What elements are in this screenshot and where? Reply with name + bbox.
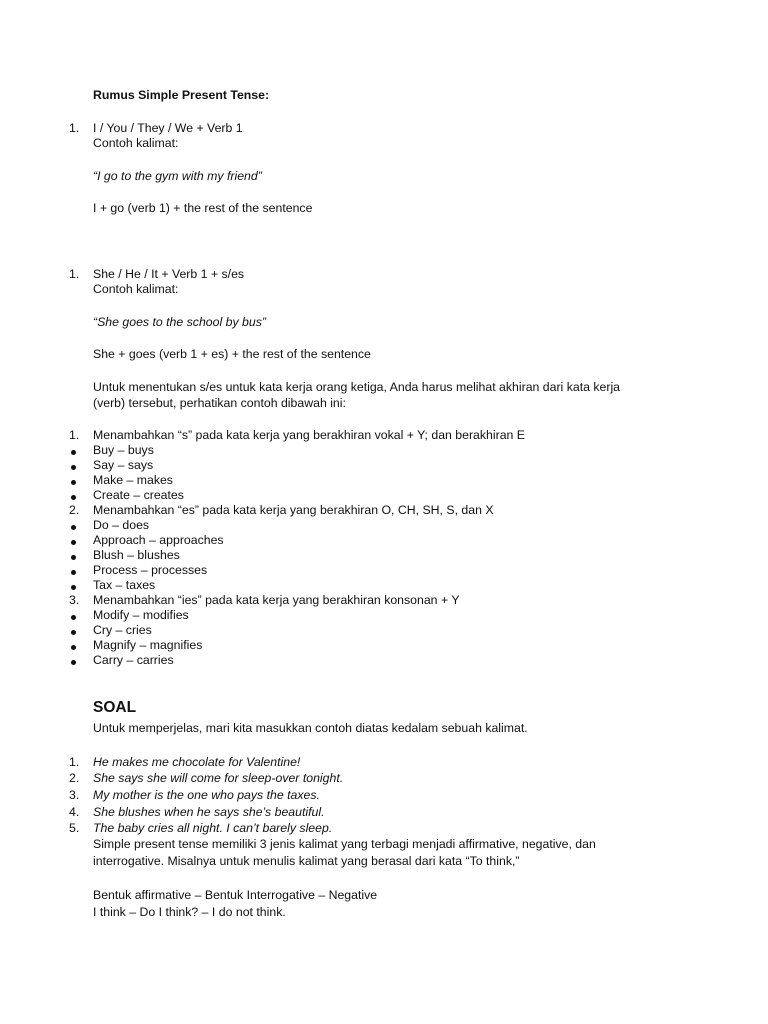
question-text: The baby cries all night. I can’t barely sleep. xyxy=(93,821,333,835)
forms-example: I think – Do I think? – I do not think. xyxy=(93,905,286,919)
soal-paragraph-line1: Simple present tense memiliki 3 jenis kalimat yang terbagi menjadi affirmative, negative, dan xyxy=(93,837,596,851)
section1-number: 1. xyxy=(69,121,80,135)
question-number: 4. xyxy=(69,805,80,819)
bullet-icon xyxy=(71,585,76,590)
bullet-icon xyxy=(71,540,76,545)
rule3-text: Menambahkan “ies” pada kata kerja yang berakhiran konsonan + Y xyxy=(93,593,460,607)
question-number: 3. xyxy=(69,788,80,802)
section1-example: “I go to the gym with my friend” xyxy=(93,169,262,183)
bullet-icon xyxy=(71,645,76,650)
section2-example: “She goes to the school by bus” xyxy=(93,315,266,329)
document-title: Rumus Simple Present Tense: xyxy=(93,88,270,102)
rule2-item: Do – does xyxy=(93,518,150,532)
bullet-icon xyxy=(71,495,76,500)
rule2-item: Process – processes xyxy=(93,563,208,577)
rule1-item: Say – says xyxy=(93,458,154,472)
soal-heading: SOAL xyxy=(93,699,137,716)
rule1-item: Make – makes xyxy=(93,473,173,487)
section2-contoh-label: Contoh kalimat: xyxy=(93,282,179,296)
bullet-icon xyxy=(71,570,76,575)
rule1-item: Create – creates xyxy=(93,488,184,502)
rule3-item: Carry – carries xyxy=(93,653,174,667)
section1-formula: I / You / They / We + Verb 1 xyxy=(93,121,243,135)
rule3-item: Magnify – magnifies xyxy=(93,638,203,652)
bullet-icon xyxy=(71,465,76,470)
bullet-icon xyxy=(71,480,76,485)
rule2-item: Approach – approaches xyxy=(93,533,224,547)
rule3-item: Cry – cries xyxy=(93,623,152,637)
question-text: She says she will come for sleep-over tonight. xyxy=(93,771,344,785)
rule1-text: Menambahkan “s” pada kata kerja yang berakhiran vokal + Y; dan berakhiran E xyxy=(93,428,526,442)
section2-breakdown: She + goes (verb 1 + es) + the rest of the sentence xyxy=(93,347,371,361)
question-text: My mother is the one who pays the taxes. xyxy=(93,788,320,802)
soal-intro: Untuk memperjelas, mari kita masukkan contoh diatas kedalam sebuah kalimat. xyxy=(93,721,528,735)
bullet-icon xyxy=(71,525,76,530)
rule2-text: Menambahkan “es” pada kata kerja yang berakhiran O, CH, SH, S, dan X xyxy=(93,503,494,517)
question-number: 5. xyxy=(69,821,80,835)
rule3-item: Modify – modifies xyxy=(93,608,189,622)
rule3-number: 3. xyxy=(69,593,80,607)
bullet-icon xyxy=(71,660,76,665)
section2-explanation-line2: (verb) tersebut, perhatikan contoh dibawah ini: xyxy=(93,396,346,410)
bullet-icon xyxy=(71,615,76,620)
bullet-icon xyxy=(71,450,76,455)
question-text: She blushes when he says she’s beautiful. xyxy=(93,805,325,819)
bullet-icon xyxy=(71,630,76,635)
rule1-item: Buy – buys xyxy=(93,443,154,457)
rule2-item: Tax – taxes xyxy=(93,578,156,592)
rule2-item: Blush – blushes xyxy=(93,548,180,562)
section2-explanation-line1: Untuk menentukan s/es untuk kata kerja orang ketiga, Anda harus melihat akhiran dari kata kerja xyxy=(93,380,621,394)
bullet-icon xyxy=(71,555,76,560)
soal-paragraph-line2: interrogative. Misalnya untuk menulis kalimat yang berasal dari kata “To think,” xyxy=(93,854,520,868)
question-text: He makes me chocolate for Valentine! xyxy=(93,755,301,769)
rule1-number: 1. xyxy=(69,428,80,442)
rule2-number: 2. xyxy=(69,503,80,517)
section2-formula: She / He / It + Verb 1 + s/es xyxy=(93,267,245,281)
section1-breakdown: I + go (verb 1) + the rest of the sentence xyxy=(93,201,313,215)
question-number: 2. xyxy=(69,771,80,785)
question-number: 1. xyxy=(69,755,80,769)
forms-header: Bentuk affirmative – Bentuk Interrogative – Negative xyxy=(93,888,378,902)
section2-number: 1. xyxy=(69,267,80,281)
section1-contoh-label: Contoh kalimat: xyxy=(93,136,179,150)
